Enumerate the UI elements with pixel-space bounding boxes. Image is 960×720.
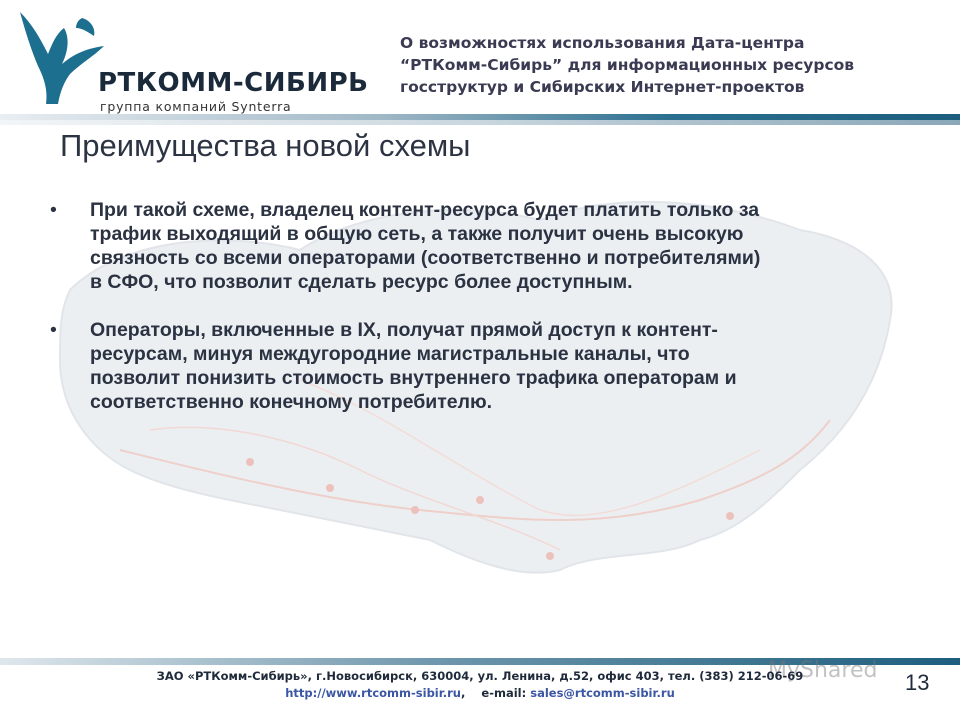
footer-separator: , — [461, 686, 466, 700]
header-title-line: госструктур и Сибирских Интернет-проектов — [400, 78, 805, 96]
bullet-line: ресурсам, минуя междугородние магистральные каналы, что — [90, 343, 690, 365]
email-link[interactable]: sales@rtcomm-sibir.ru — [530, 686, 675, 700]
page-title: Преимущества новой схемы — [60, 128, 471, 163]
footer-contacts — [0, 686, 960, 700]
company-logo — [18, 8, 369, 114]
bullet-line: связность со всеми операторами (соответственно и потребителями) — [90, 247, 761, 269]
list-item — [50, 198, 930, 294]
header-title — [400, 32, 950, 98]
bullet-marker: • — [50, 319, 57, 341]
bullet-marker: • — [50, 199, 57, 221]
bullet-line: При такой схеме, владелец контент-ресурса будет платить только за — [90, 199, 760, 221]
header-divider-shadow — [0, 120, 960, 125]
header-title-line: “РТКомм-Сибирь” для информационных ресурсов — [400, 56, 855, 74]
watermark: MyShared — [768, 658, 878, 683]
bullet-list — [50, 198, 930, 438]
brand-name: РТКОММ-СИБИРЬ — [98, 68, 369, 98]
bullet-line: Операторы, включенные в IX, получат прямой доступ к контент- — [90, 319, 718, 341]
header-title-line: О возможностях использования Дата-центра — [400, 34, 805, 52]
slide-number: 13 — [905, 670, 930, 695]
bullet-line: соответственно конечному потребителю. — [90, 391, 493, 413]
email-label: e-mail: — [481, 686, 527, 700]
list-item — [50, 318, 930, 414]
footer-address: ЗАО «РТКомм-Сибирь», г.Новосибирск, 630004, ул. Ленина, д.52, офис 403, тел. (383) 212-06-69 — [156, 669, 804, 683]
slide-header — [0, 0, 960, 118]
website-link[interactable]: http://www.rtcomm-sibir.ru — [285, 686, 461, 700]
bullet-line: позволит понизить стоимость внутреннего трафика операторам и — [90, 367, 737, 389]
bullet-line: в СФО, что позволит сделать ресурс более доступным. — [90, 271, 633, 293]
brand-subtitle: группа компаний Synterra — [100, 99, 292, 114]
bullet-line: трафик выходящий в общую сеть, а также получит очень высокую — [90, 223, 744, 245]
